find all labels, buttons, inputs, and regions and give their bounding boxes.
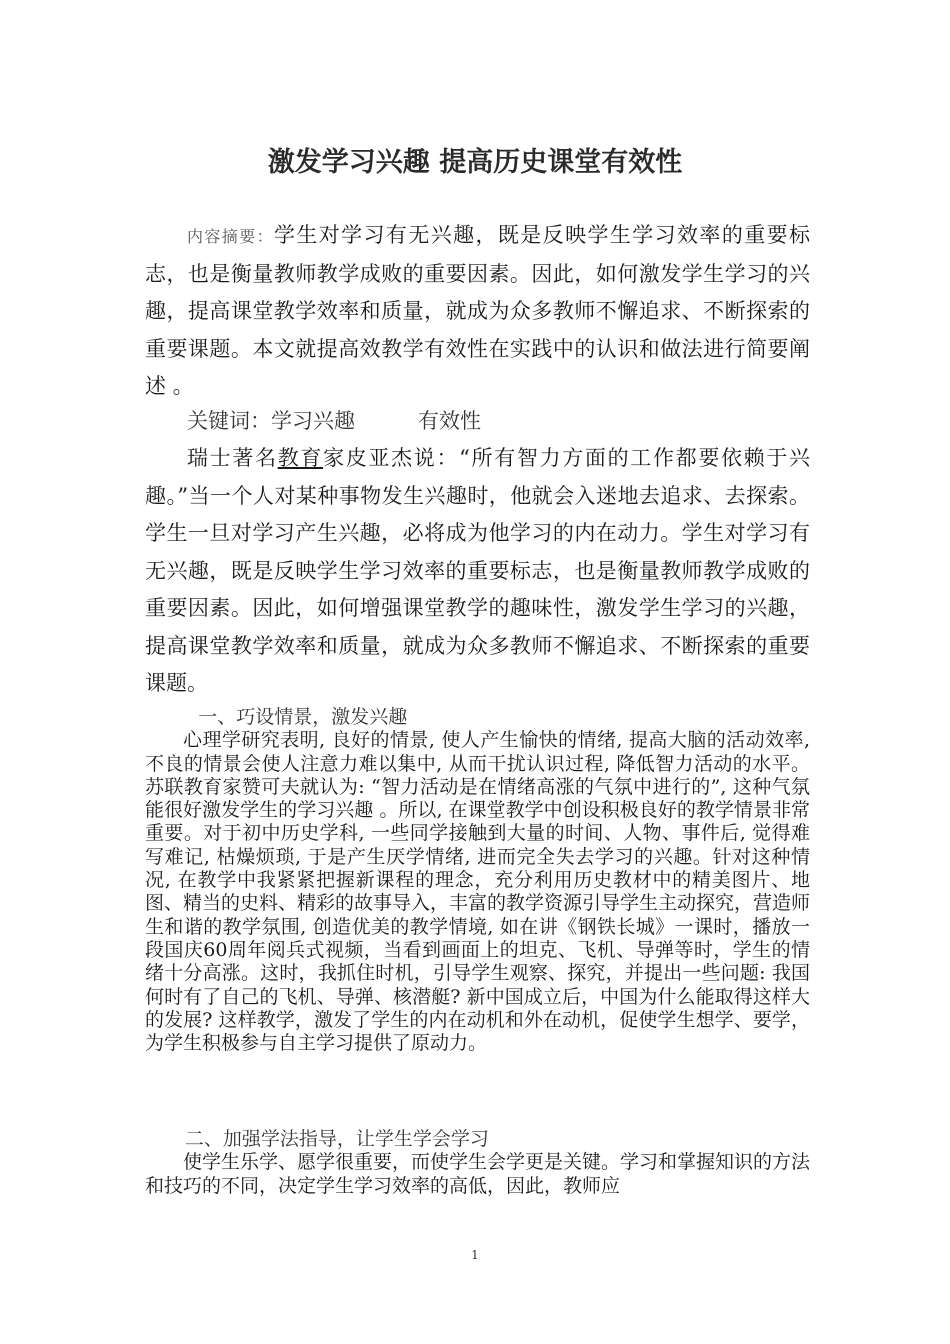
section-1-body: 心理学研究表明, 良好的情景, 使人产生愉快的情绪, 提高大脑的活动效率, 不良的情景会使人注意力难以集中, 从而干扰认识过程, 降低智力活动的水平。苏联教育家赞可夫就认为: “智力活动是在情绪高涨的气氛中进行的”, 这种气氛能很好激发学生的学习兴趣 。所以, 在课堂教学中创设积极良好的教学情景非常重要。对于初中历史学科, 一些同学接触到大量的时间、人物、事件后, 觉得难写难记, 枯燥烦琐, 于是产生厌学情绪, 进而完全失去学习的兴趣。针对这种情况, 在教学中我紧紧把握新课程的理念，充分利用历史教材中的精美图片、地图、精当的史料、精彩的故事导入，丰富的教学资源引导学生主动探究，营造师生和谐的教学氛围, 创造优美的教学情境, 如在讲《钢铁长城》一课时，播放一段国庆60周年阅兵式视频，当看到画面上的坦克、飞机、导弹等时，学生的情绪十分高涨。这时，我抓住时机，引导学生观察、探究，并提出一些问题: 我国何时有了自己的飞机、导弹、核潜艇? 新中国成立后，中国为什么能取得这样大的发展? 这样教学，激发了学生的内在动机和外在动机，促使学生想学、要学，为学生积极参与自主学习提供了原动力。 (145, 729, 811, 1055)
section-2-body: 使学生乐学、愿学很重要，而使学生会学更是关键。学习和掌握知识的方法和技巧的不同，决定学生学习效率的高低，因此，教师应 (145, 1151, 811, 1197)
abstract-label: 内容摘要： (187, 227, 274, 246)
section-1-heading: 一、巧设情景，激发兴趣 (198, 706, 408, 728)
intro-paragraph (145, 440, 810, 703)
section-2-heading: 二、加强学法指导，让学生学会学习 (184, 1128, 489, 1150)
keywords-line: 关键词：学习兴趣 有效性 (187, 409, 481, 433)
education-link[interactable]: 教育 (277, 446, 324, 470)
keywords-paragraph (145, 403, 810, 441)
section-1 (145, 706, 810, 1055)
abstract-paragraph (145, 217, 810, 406)
abstract-text: 学生对学习有无兴趣，既是反映学生学习效率的重要标志，也是衡量教师教学成败的重要因素。因此，如何激发学生学习的兴趣，提高课堂教学效率和质量，就成为众多教师不懈追求、不断探索的重要课题。本文就提高效教学有效性在实践中的认识和做法进行简要阐述 。 (145, 223, 810, 398)
intro-text-rest: 家皮亚杰说：“所有智力方面的工作都要依赖于兴趣。”当一个人对某种事物发生兴趣时，他就会入迷地去追求、去探索。学生一旦对学习产生兴趣，必将成为他学习的内在动力。学生对学习有无兴趣，既是反映学生学习效率的重要标志，也是衡量教师教学成败的重要因素。因此，如何增强课堂教学的趣味性，激发学生学习的兴趣，提高课堂教学效率和质量，就成为众多教师不懈追求、不断探索的重要课题。 (145, 446, 811, 695)
section-2 (145, 1128, 810, 1198)
intro-text-start: 瑞士著名 (187, 446, 278, 470)
page-number: 1 (471, 1248, 479, 1262)
document-title: 激发学习兴趣 提高历史课堂有效性 (267, 147, 683, 178)
